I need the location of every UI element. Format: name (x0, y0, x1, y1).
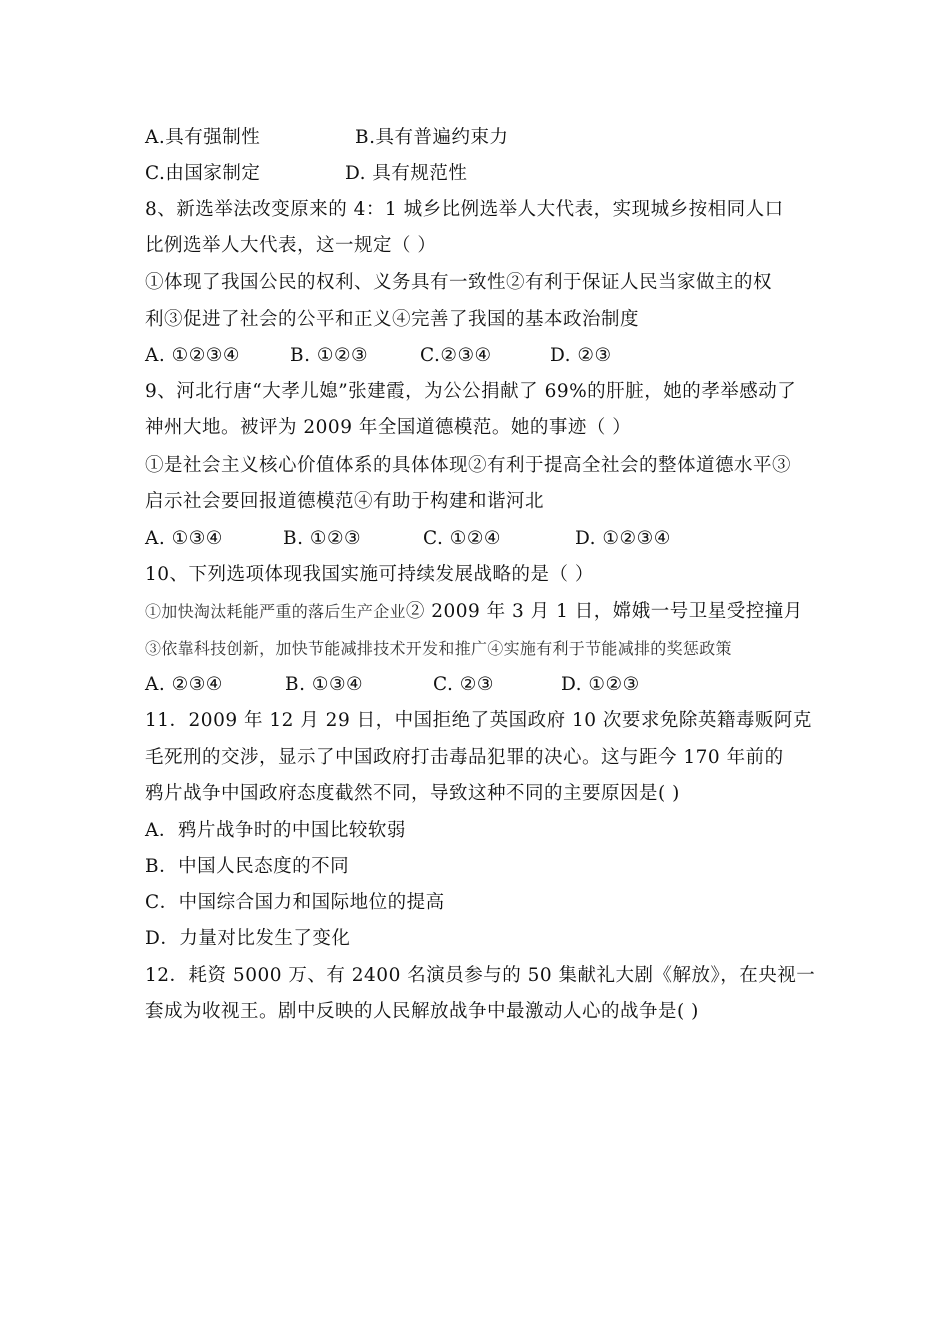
q8-option-d: D. ②③ (550, 345, 612, 366)
q8-items-line2: 利③促进了社会的公平和正义④完善了我国的基本政治制度 (145, 309, 640, 330)
q8-options (145, 343, 825, 369)
q11-option-a: A．鸦片战争时的中国比较软弱 (145, 820, 406, 841)
q7-options-row2 (145, 161, 825, 187)
q8-option-c: C.②③④ (420, 345, 492, 366)
q10-option-a: A. ②③④ (145, 674, 223, 695)
q9-options (145, 526, 825, 552)
q11-stem-line2: 毛死刑的交涉，显示了中国政府打击毒品犯罪的决心。这与距今 170 年前的 (145, 747, 784, 768)
q9-option-c: C. ①②④ (423, 528, 502, 549)
q11-option-c: C．中国综合国力和国际地位的提高 (145, 892, 445, 913)
q10-item-2: ② 2009 年 3 月 1 日，嫦娥一号卫星受控撞月 (405, 601, 803, 622)
q7-option-d: D. 具有规范性 (345, 163, 468, 184)
q10-option-c: C. ②③ (433, 674, 494, 695)
q10-option-b: B. ①③④ (285, 674, 364, 695)
q7-option-b: B.具有普遍约束力 (355, 127, 509, 148)
q9-items-line2: 启示社会要回报道德模范④有助于构建和谐河北 (145, 491, 545, 512)
q8-stem-line2: 比例选举人大代表，这一规定（ ） (145, 235, 437, 256)
q10-option-d: D. ①②③ (561, 674, 640, 695)
q10-stem-line1: 10、下列选项体现我国实施可持续发展战略的是（ ） (145, 564, 594, 585)
q10-options (145, 672, 825, 698)
q9-items-line1: ①是社会主义核心价值体系的具体体现②有利于提高全社会的整体道德水平③ (145, 455, 792, 476)
q12-stem-line1: 12．耗资 5000 万、有 2400 名演员参与的 50 集献礼大剧《解放》，在央视一 (145, 965, 816, 986)
q11-stem-line3: 鸦片战争中国政府态度截然不同，导致这种不同的主要原因是( ) (145, 783, 680, 804)
q8-items-line1: ①体现了我国公民的权利、义务具有一致性②有利于保证人民当家做主的权 (145, 272, 773, 293)
q11-option-b: B．中国人民态度的不同 (145, 856, 350, 877)
q11-option-d: D．力量对比发生了变化 (145, 928, 351, 949)
q11-stem-line1: 11．2009 年 12 月 29 日，中国拒绝了英国政府 10 次要求免除英籍毒贩阿克 (145, 710, 812, 731)
q9-option-b: B. ①②③ (283, 528, 362, 549)
q7-option-c: C.由国家制定 (145, 163, 261, 184)
q9-option-a: A. ①③④ (145, 528, 223, 549)
q8-option-a: A. ①②③④ (145, 345, 240, 366)
q8-option-b: B. ①②③ (290, 345, 369, 366)
q10-item-1: ①加快淘汰耗能严重的落后生产企业 (145, 602, 406, 621)
q9-stem-line1: 9、河北行唐“大孝儿媳”张建霞，为公公捐献了 69%的肝脏，她的孝举感动了 (145, 381, 797, 402)
q9-option-d: D. ①②③④ (575, 528, 671, 549)
q12-stem-line2: 套成为收视王。剧中反映的人民解放战争中最激动人心的战争是( ) (145, 1001, 699, 1022)
q7-option-a: A.具有强制性 (145, 127, 261, 148)
q9-stem-line2: 神州大地。被评为 2009 年全国道德模范。她的事迹（ ） (145, 417, 632, 438)
q7-options-row1 (145, 125, 825, 151)
q8-stem-line1: 8、新选举法改变原来的 4：1 城乡比例选举人大代表，实现城乡按相同人口 (145, 199, 784, 220)
q10-items-line1 (145, 599, 825, 625)
q10-items-line2: ③依靠科技创新，加快节能减排技术开发和推广④实施有利于节能减排的奖惩政策 (145, 639, 732, 658)
